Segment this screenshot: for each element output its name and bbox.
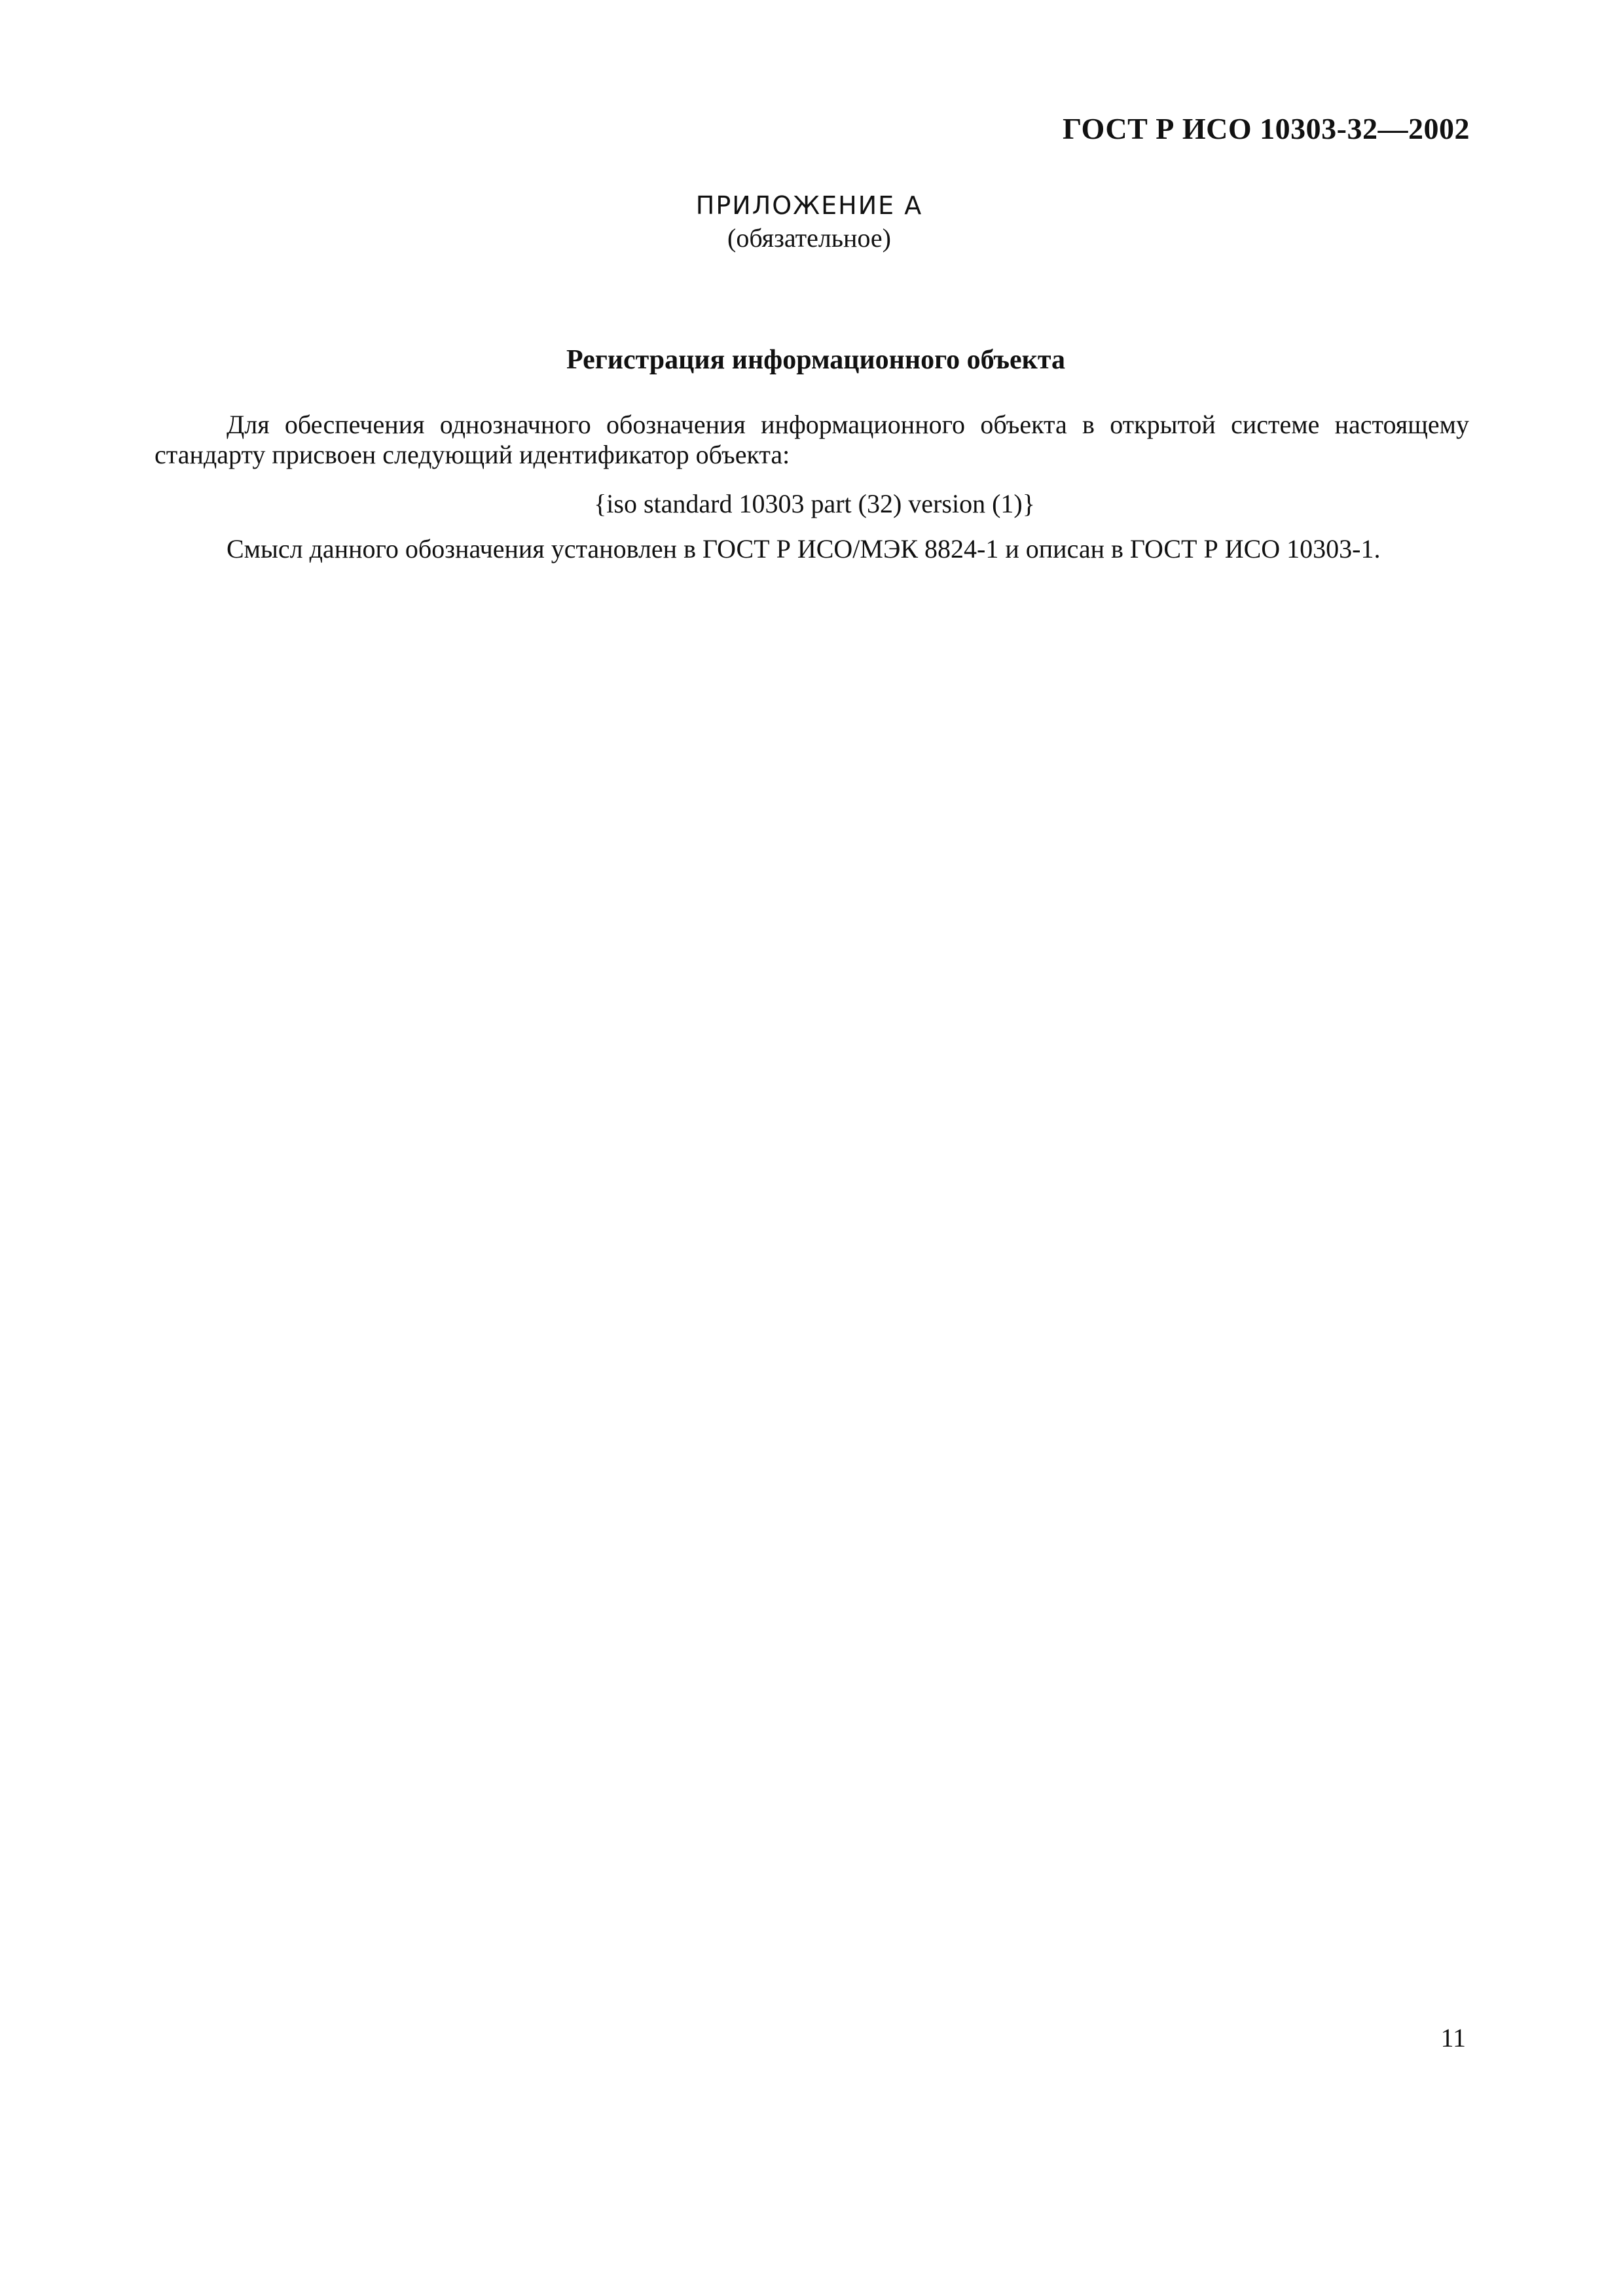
annex-title: ПРИЛОЖЕНИЕ А xyxy=(695,191,923,220)
paragraph-2: Смысл данного обозначения установлен в ГОСТ Р ИСО/МЭК 8824-1 и описан в ГОСТ Р ИСО 10303-1. xyxy=(227,534,1381,564)
object-identifier: {iso standard 10303 part (32) version (1)} xyxy=(594,489,1035,518)
document-code: ГОСТ Р ИСО 10303-32—2002 xyxy=(1062,112,1470,145)
page-number: 11 xyxy=(1440,2023,1466,2053)
paragraph-1: Для обеспечения однозначного обозначения информационного объекта в открытой системе настоящему стандарту присвоен следующий идентификатор объекта: xyxy=(155,410,1469,469)
annex-type: (обязательное) xyxy=(727,223,891,253)
section-heading: Регистрация информационного объекта xyxy=(566,345,1066,375)
